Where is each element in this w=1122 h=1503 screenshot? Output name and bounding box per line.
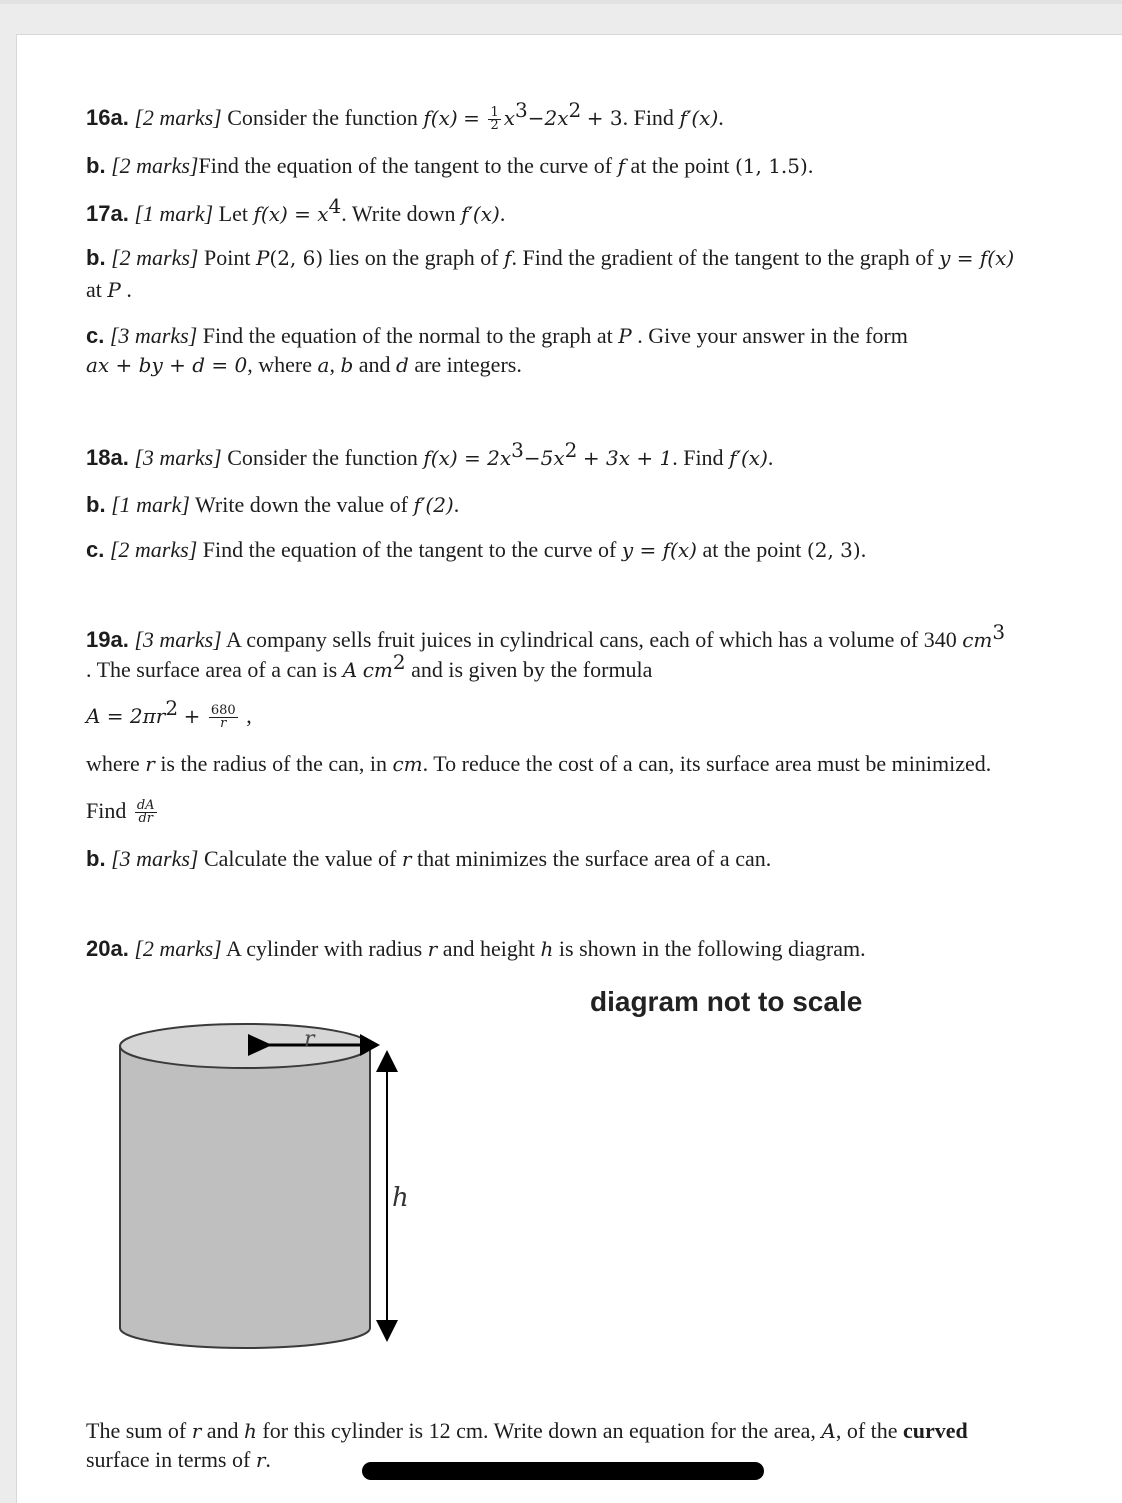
question-text: A cylinder with radius	[226, 936, 423, 961]
question-text: . Find	[622, 105, 674, 130]
marks: [2 marks]	[134, 105, 222, 130]
math-plus: +	[183, 704, 201, 728]
question-number: 18a.	[86, 445, 129, 470]
math-fraction	[209, 705, 238, 730]
question-text: Find the equation of the tangent to the curve of	[198, 153, 613, 178]
height-label: h	[392, 1183, 409, 1213]
math-yfx: y = f(x)	[939, 246, 1015, 270]
question-text: and is given by the formula	[411, 657, 653, 682]
area-formula	[86, 696, 252, 732]
math-fx: f(x) = 2x	[423, 446, 512, 470]
math-exponent: 2	[165, 696, 179, 720]
marks: [2 marks]	[134, 936, 222, 961]
punctuation: .	[265, 1447, 271, 1472]
math-point: (2, 6)	[269, 246, 324, 270]
question-text: . Find	[672, 445, 724, 470]
question-text: and height	[442, 936, 535, 961]
question-text: where	[86, 751, 140, 776]
math-b: b	[340, 353, 354, 377]
question-text: Consider the function	[227, 105, 418, 130]
math-P: P	[107, 278, 121, 302]
question-20a-sum	[86, 1417, 968, 1445]
fraction-denominator: 2	[490, 118, 499, 134]
question-17a	[86, 194, 506, 228]
question-text: at	[86, 277, 102, 302]
math-term: −2x	[527, 106, 569, 130]
marks: [3 marks]	[111, 846, 199, 871]
question-19b	[86, 845, 771, 873]
question-text: The sum of	[86, 1418, 187, 1443]
question-17b-line2	[86, 276, 132, 304]
math-fraction	[135, 800, 157, 825]
math-fprime: f′(x)	[679, 106, 719, 130]
punctuation: ,	[246, 703, 252, 728]
math-constant: + 3	[586, 106, 623, 130]
math-x: x	[503, 106, 515, 130]
question-text: is shown in the following diagram.	[558, 936, 866, 961]
marks: [2 marks]	[109, 537, 198, 562]
math-fx: f(x)	[423, 106, 458, 130]
emphasis-text: curved	[903, 1418, 968, 1443]
question-text: A company sells fruit juices in cylindrical cans, each of which has a volume of 340	[226, 627, 957, 652]
math-fprime: f′(x)	[460, 202, 500, 226]
question-text: are integers.	[414, 352, 522, 377]
question-text: that minimizes the surface area of a can.	[416, 846, 772, 871]
cylinder-body	[120, 1046, 370, 1348]
marks: [2 marks]	[111, 245, 199, 270]
question-number: 17a.	[86, 201, 129, 226]
question-19a	[86, 620, 1006, 654]
math-point: (1, 1.5)	[734, 154, 808, 178]
punctuation: .	[499, 201, 506, 226]
question-number: b.	[86, 153, 106, 178]
question-text: at the point	[702, 537, 802, 562]
math-h: h	[540, 937, 554, 961]
question-text: at the point	[630, 153, 730, 178]
punctuation: .	[767, 445, 774, 470]
fraction-numerator: dA	[136, 798, 155, 814]
height-arrowhead-down	[376, 1320, 398, 1342]
question-text: and	[358, 352, 391, 377]
math-yfx: y = f(x)	[621, 538, 697, 562]
punctuation: .	[126, 277, 132, 302]
question-text: and	[206, 1418, 239, 1443]
question-17c-line2	[86, 351, 522, 379]
math-exponent: 3	[511, 438, 524, 462]
question-text: . Find the gradient of the tangent to the graph of	[511, 245, 934, 270]
marks: [3 marks]	[134, 627, 222, 652]
question-19a-line4	[86, 750, 991, 778]
math-unit: cm	[962, 628, 993, 652]
question-number: b.	[86, 846, 106, 871]
question-19a-line2	[86, 650, 653, 684]
question-number: b.	[86, 245, 106, 270]
math-equation: ax + by + d = 0	[86, 353, 248, 377]
question-text: . The surface area of a can is	[86, 657, 338, 682]
math-equals: =	[463, 106, 480, 130]
marks: [3 marks]	[109, 323, 198, 348]
math-r: r	[427, 937, 438, 961]
question-text: , where	[247, 352, 312, 377]
math-P: P	[618, 324, 632, 348]
punctuation: .	[807, 153, 814, 178]
question-16a	[86, 98, 724, 134]
diagram-note: diagram not to scale	[590, 986, 863, 1017]
question-number: 16a.	[86, 105, 129, 130]
math-r: r	[145, 752, 155, 776]
math-fprime: f′(2)	[413, 493, 454, 517]
question-17c	[86, 322, 908, 350]
fraction-denominator: dr	[138, 811, 153, 827]
question-text: . Give your answer in the form	[637, 323, 908, 348]
math-term: −5x	[523, 446, 565, 470]
math-unit: cm	[362, 658, 393, 682]
question-text: , of the	[835, 1418, 898, 1443]
math-f: f	[504, 246, 512, 270]
question-text: lies on the graph of	[328, 245, 499, 270]
math-point: (2, 3)	[806, 538, 861, 562]
math-h: h	[244, 1419, 257, 1443]
question-text: Point	[203, 245, 251, 270]
question-text: Calculate the value of	[203, 846, 397, 871]
question-text: for this cylinder is 12	[262, 1418, 451, 1443]
punctuation: .	[860, 537, 867, 562]
home-indicator[interactable]	[362, 1462, 764, 1480]
question-text: Write down the value of	[195, 492, 408, 517]
question-text: surface in terms of	[86, 1447, 251, 1472]
math-a: a	[317, 353, 330, 377]
math-exponent: 2	[568, 98, 582, 122]
math-exponent: 3	[992, 620, 1006, 644]
cylinder-diagram	[100, 1010, 420, 1360]
question-text: . Write down	[341, 201, 456, 226]
punctuation: ,	[329, 352, 335, 377]
question-number: c.	[86, 323, 105, 348]
math-r: r	[401, 847, 412, 871]
question-number: 20a.	[86, 936, 129, 961]
fraction-numerator: 680	[210, 703, 236, 719]
math-term: A = 2πr	[86, 704, 166, 728]
top-divider	[0, 0, 1122, 4]
question-text: . To reduce the cost of a can, its surface area must be minimized.	[422, 751, 992, 776]
question-19a-find	[86, 797, 160, 825]
punctuation: .	[718, 105, 724, 130]
math-fraction	[488, 107, 500, 132]
math-exponent: 3	[515, 98, 528, 122]
question-text: Find the equation of the tangent to the curve of	[202, 537, 617, 562]
marks: [3 marks]	[134, 445, 222, 470]
math-f: f	[617, 154, 625, 178]
height-arrowhead-up	[376, 1050, 398, 1072]
question-17b	[86, 244, 1014, 272]
math-exponent: 4	[328, 194, 342, 218]
question-20a	[86, 935, 866, 963]
math-r: r	[191, 1419, 202, 1443]
question-text: Find the equation of the normal to the graph at	[202, 323, 613, 348]
math-term: + 3x + 1	[582, 446, 673, 470]
question-text: Find	[86, 798, 127, 823]
fraction-denominator: r	[220, 716, 227, 732]
question-18b	[86, 491, 459, 519]
math-fprime: f′(x)	[729, 446, 768, 470]
math-P: P	[255, 246, 270, 270]
question-18a	[86, 438, 774, 472]
radius-label: r	[304, 1027, 315, 1052]
question-text: Consider the function	[227, 445, 418, 470]
math-fx: f(x) = x	[253, 202, 329, 226]
question-16b	[86, 152, 813, 180]
math-r: r	[255, 1448, 266, 1472]
question-number: c.	[86, 537, 105, 562]
math-A: A	[821, 1419, 836, 1443]
math-d: d	[396, 353, 409, 377]
punctuation: .	[453, 492, 460, 517]
marks: [1 mark]	[134, 201, 214, 226]
math-exponent: 2	[392, 650, 406, 674]
question-20a-sum-line2	[86, 1446, 271, 1474]
marks: [1 mark]	[111, 492, 190, 517]
math-A: A	[342, 658, 358, 682]
fraction-numerator: 1	[490, 105, 499, 121]
question-number: 19a.	[86, 627, 129, 652]
question-text: cm. Write down an equation for the area,	[456, 1418, 816, 1443]
question-text: Let	[218, 201, 248, 226]
marks: [2 marks]	[111, 153, 199, 178]
math-exponent: 2	[564, 438, 578, 462]
question-text: is the radius of the can, in	[160, 751, 387, 776]
question-number: b.	[86, 492, 106, 517]
math-unit: cm	[392, 752, 423, 776]
question-18c	[86, 536, 866, 564]
